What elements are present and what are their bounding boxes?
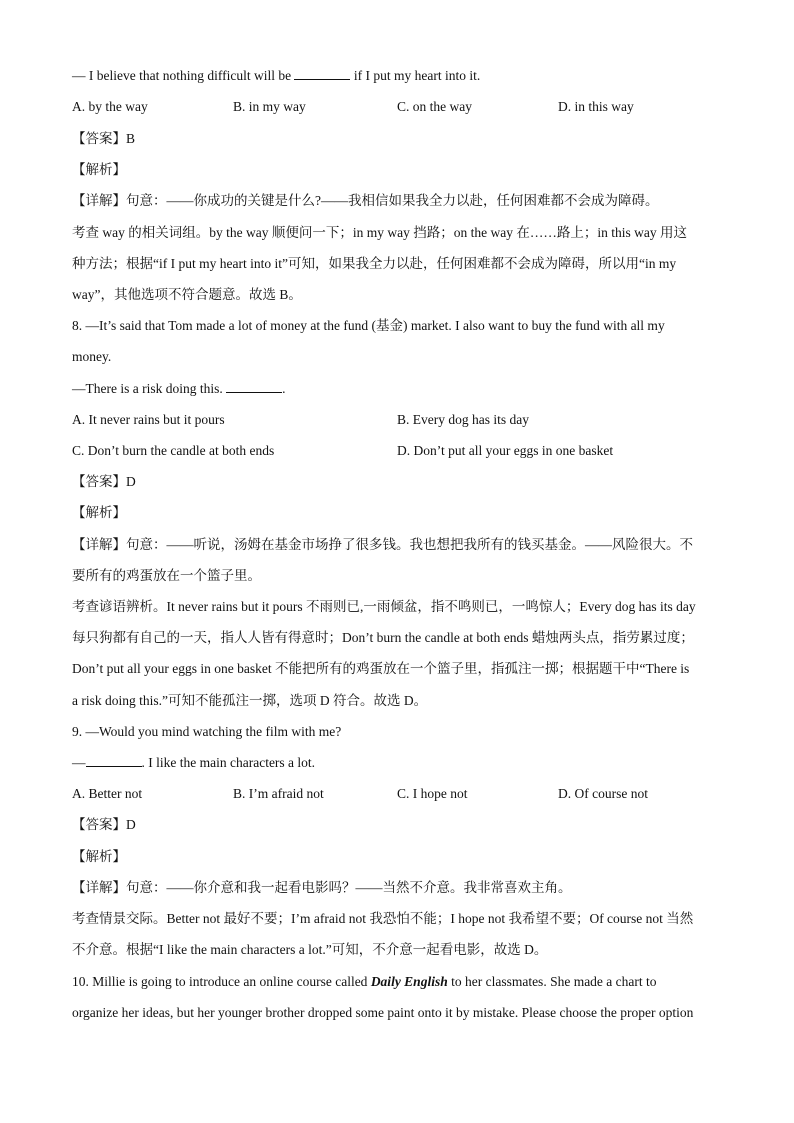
q9-answer-label: 【答案】: [72, 817, 126, 832]
q8-detail-text-1: 句意：——听说，汤姆在基金市场挣了很多钱。我也想把我所有的钱买基金。——风险很大。不: [126, 537, 693, 552]
q9-explain-2: 不介意。根据“I like the main characters a lot.”可知，不介意一起看电影，故选 D。: [72, 942, 548, 957]
q10-stem-2: organize her ideas, but her younger brother dropped some paint onto it by mistake. Please choose the proper option: [72, 1005, 694, 1020]
q8-stem-3: [72, 380, 285, 398]
q8-stem-3-after: .: [282, 381, 286, 396]
q8-option-b: B. Every dog has its day: [397, 412, 529, 427]
q7-analysis-label: 【解析】: [72, 162, 126, 177]
q9-detail-text: 句意：——你介意和我一起看电影吗？——当然不介意。我非常喜欢主角。: [126, 880, 572, 895]
q9-option-a: A. Better not: [72, 786, 143, 801]
q9-answer: [72, 816, 136, 834]
q8-answer: [72, 473, 136, 491]
q9-blank: [86, 754, 142, 767]
q7-stem-after: if I put my heart into it.: [350, 68, 481, 83]
q9-stem-2-before: —: [72, 755, 86, 770]
q8-stem-2: money.: [72, 349, 112, 364]
q8-option-a: A. It never rains but it pours: [72, 412, 225, 427]
q8-blank: [226, 380, 282, 393]
q10-course-title: Daily English: [370, 974, 448, 989]
q7-option-a: A. by the way: [72, 99, 148, 114]
q9-option-b: B. I’m afraid not: [233, 786, 324, 801]
q8-detail-label: 【详解】: [72, 537, 126, 552]
q8-detail-1: [72, 536, 693, 554]
q9-stem-2-after: . I like the main characters a lot.: [141, 755, 316, 770]
q7-option-c: C. on the way: [397, 99, 472, 114]
q8-option-d: D. Don’t put all your eggs in one basket: [397, 443, 614, 458]
q8-stem-1: 8. —It’s said that Tom made a lot of money at the fund (基金) market. I also want to buy the fund with all my: [72, 318, 665, 333]
q7-option-b: B. in my way: [233, 99, 306, 114]
q8-analysis-label: 【解析】: [72, 505, 126, 520]
q8-stem-3-before: —There is a risk doing this.: [72, 381, 227, 396]
q9-option-c: C. I hope not: [397, 786, 468, 801]
q9-option-d: D. Of course not: [558, 786, 648, 801]
q7-blank: [294, 67, 350, 80]
q9-answer-value: D: [126, 817, 136, 832]
q9-analysis-label: 【解析】: [72, 849, 126, 864]
q8-explain-3: Don’t put all your eggs in one basket 不能把所有的鸡蛋放在一个篮子里，指孤注一掷；根据题干中“There is: [72, 661, 690, 676]
q7-answer-value: B: [126, 131, 136, 146]
q7-detail: [72, 192, 659, 210]
q8-answer-label: 【答案】: [72, 474, 126, 489]
q9-stem-2: [72, 754, 315, 772]
q8-option-c: C. Don’t burn the candle at both ends: [72, 443, 275, 458]
q10-stem-1-after: to her classmates. She made a chart to: [447, 974, 657, 989]
q10-stem-1-before: 10. Millie is going to introduce an online course called: [72, 974, 371, 989]
q7-option-d: D. in this way: [558, 99, 634, 114]
q9-detail-label: 【详解】: [72, 880, 126, 895]
q7-stem-before: — I believe that nothing difficult will be: [72, 68, 295, 83]
q8-answer-value: D: [126, 474, 136, 489]
q7-answer: [72, 130, 135, 148]
q7-detail-text: 句意：——你成功的关键是什么?——我相信如果我全力以赴，任何困难都不会成为障碍。: [126, 193, 659, 208]
q8-explain-4: a risk doing this.”可知不能孤注一掷，选项 D 符合。故选 D。: [72, 693, 428, 708]
q7-answer-label: 【答案】: [72, 131, 126, 146]
q7-stem: [72, 67, 480, 85]
q8-explain-2: 每只狗都有自己的一天，指人人皆有得意时；Don’t burn the candle at both ends 蜡烛两头点，指劳累过度；: [72, 630, 694, 645]
q9-stem-1: 9. —Would you mind watching the film with me?: [72, 724, 342, 739]
q8-explain-1: 考查谚语辨析。It never rains but it pours 不雨则已,一雨倾盆，指不鸣则已，一鸣惊人；Every dog has its day: [72, 599, 696, 614]
q8-detail-2: 要所有的鸡蛋放在一个篮子里。: [72, 568, 261, 583]
q7-explain-2: 种方法；根据“if I put my heart into it”可知，如果我全力以赴，任何困难都不会成为障碍，所以用“in my: [72, 256, 677, 271]
q7-detail-label: 【详解】: [72, 193, 126, 208]
q7-explain-1: 考查 way 的相关词组。by the way 顺便问一下；in my way 挡路；on the way 在……路上；in this way 用这: [72, 225, 687, 240]
q9-detail: [72, 879, 572, 897]
q10-stem-1: [72, 973, 657, 991]
q9-explain-1: 考查情景交际。Better not 最好不要；I’m afraid not 我恐怕不能；I hope not 我希望不要；Of course not 当然: [72, 911, 694, 926]
q7-explain-3: way”，其他选项不符合题意。故选 B。: [72, 287, 302, 302]
